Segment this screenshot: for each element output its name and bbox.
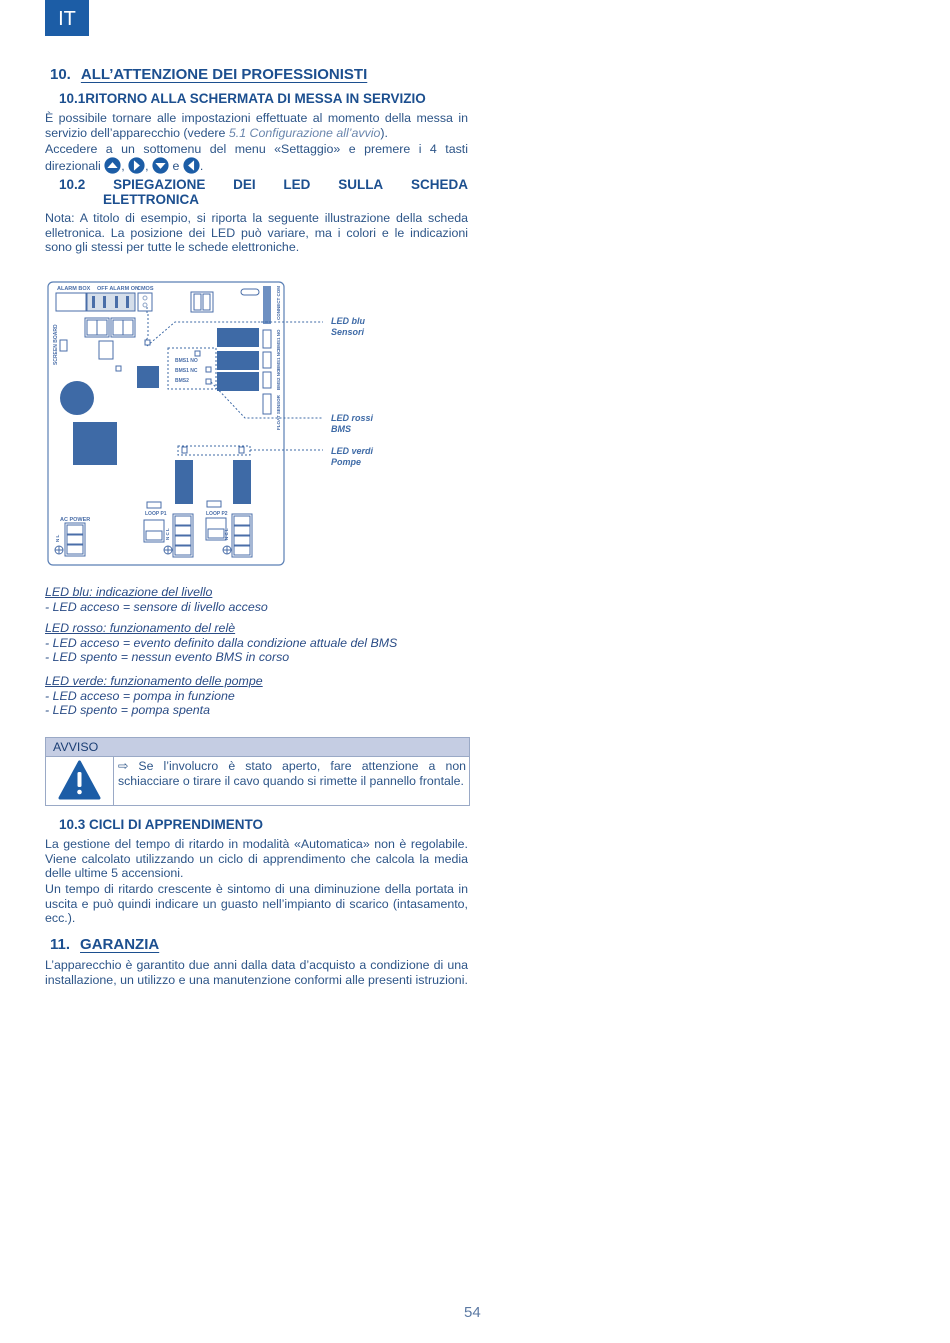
legend-green-line-2: - LED spento = pompa spenta xyxy=(45,703,210,717)
relay-2 xyxy=(217,351,259,370)
ac-nl-label: N L xyxy=(55,534,60,542)
led-green-label: LED verdi xyxy=(331,446,374,456)
led-blue-label: LED blu xyxy=(331,316,365,326)
s102-w3: LED xyxy=(283,177,311,192)
section-11-number: 11. xyxy=(50,936,71,953)
section-10-2-para: Nota: A titolo di esempio, si riporta la seguente illustrazione della scheda elletronica. La posizione dei LED può variare, ma i colori e le indicazioni sono gli stessi per tutte le schede elettroniche. xyxy=(45,211,468,255)
pump-relay-1 xyxy=(175,460,193,504)
relay-1 xyxy=(217,328,259,347)
config-reference: 5.1 Configurazione all’avvio xyxy=(228,125,381,140)
section-10-1-para-2 xyxy=(45,142,468,174)
loop-p1-label: LOOP P1 xyxy=(145,511,167,517)
screen-board-label: SCREEN BOARD xyxy=(53,324,59,365)
para-2-text: Accedere a un sottomenu del menu «Settaggio» e premere i 4 tasti direzionali xyxy=(45,142,468,173)
s102-w1: SPIEGAZIONE xyxy=(113,177,206,192)
legend-red-title: LED rosso: funzionamento del relè xyxy=(45,621,236,635)
legend-red-line-2: - LED spento = nessun evento BMS in corso xyxy=(45,650,290,664)
led-green-sublabel: Pompe xyxy=(331,457,362,467)
section-10-3-para-1: La gestione del tempo di ritardo in modalità «Automatica» non è regolabile. Viene calcolato utilizzando un ciclo di apprendimento che calcola la media delle ultime 5 accensioni. xyxy=(45,837,468,881)
legend-green-line-1: - LED acceso = pompa in funzione xyxy=(45,688,235,703)
bms1-nc-label: BMS1 NC xyxy=(175,368,198,374)
legend-blue-title: LED blu: indicazione del livello xyxy=(45,585,213,599)
led-red-label: LED rossi xyxy=(331,413,374,423)
section-11-para: L’apparecchio è garantito due anni dalla data d’acquisto a condizione di una installazione, un utilizzo e una manutenzione conformi alle presenti istruzioni. xyxy=(45,958,468,987)
p1-ncl-label: N C L xyxy=(165,528,170,540)
warning-title: AVVISO xyxy=(46,738,469,757)
section-11-heading xyxy=(50,936,159,953)
section-10-1-para-1 xyxy=(45,111,468,140)
section-10-3-title: 10.3 CICLI DI APPRENDIMENTO xyxy=(59,817,264,832)
para-1-text-a: È possibile tornare alle impostazioni effettuate al momento della messa in servizio dell’apparecchio (vedere xyxy=(45,111,468,140)
connect-com-label: CONNECT COM xyxy=(276,286,281,320)
buzzer xyxy=(60,381,94,415)
loop-p2-label: LOOP P2 xyxy=(206,511,228,517)
section-10-1-title: 10.1RITORNO ALLA SCHERMATA DI MESSA IN SERVIZIO xyxy=(59,91,426,106)
alarm-box-connector xyxy=(56,293,86,311)
pump-relay-2 xyxy=(233,460,251,504)
s102-w4: SULLA xyxy=(338,177,384,192)
section-10-title: ALL’ATTENZIONE DEI PROFESSIONISTI xyxy=(80,66,368,83)
section-10-3-para-2: Un tempo di ritardo crescente è sintomo di una diminuzione della portata in uscita e può quindi indicare un guasto nell’impianto di scarico (intasamento, ecc.). xyxy=(45,882,468,926)
para-2-end: . xyxy=(199,158,204,173)
legend-red-line-1: - LED acceso = evento definito dalla condizione attuale del BMS xyxy=(45,635,398,650)
bms1-no-label: BMS1 NO xyxy=(175,358,198,364)
legend-blue xyxy=(45,585,268,614)
section-10-2-heading xyxy=(59,177,468,207)
legend-blue-line-1: - LED acceso = sensore di livello acceso xyxy=(45,599,268,614)
relay-3 xyxy=(217,372,259,391)
led-red-sublabel: BMS xyxy=(331,424,351,434)
cmos-label: CMOS xyxy=(137,286,154,292)
bms2-label: BMS2 xyxy=(175,378,189,384)
arrow-up-icon xyxy=(104,157,121,174)
s102-num: 10.2 xyxy=(59,177,86,192)
sep-2: , xyxy=(145,158,149,173)
legend-green xyxy=(45,674,263,718)
arrow-left-icon xyxy=(183,157,200,174)
warning-text: ⇨ Se l’involucro è stato aperto, fare attenzione a non schiacciare o tirare il cavo quando si rimette il pannello frontale. xyxy=(118,759,466,788)
arrow-down-icon xyxy=(152,157,169,174)
s102-w2: DEI xyxy=(233,177,256,192)
page-number: 54 xyxy=(464,1304,481,1321)
section-11-title: GARANZIA xyxy=(80,936,160,953)
bms2-vertical: BMS2 NO xyxy=(276,369,281,390)
warning-box xyxy=(45,737,470,806)
legend-red xyxy=(45,621,397,665)
terminal-strip-top xyxy=(263,286,271,324)
warning-triangle-icon xyxy=(46,757,113,805)
warning-icon-cell xyxy=(46,757,114,805)
circuit-board-diagram xyxy=(45,280,390,570)
p2-ncl-label: N C L xyxy=(224,528,229,540)
section-10-number: 10. xyxy=(50,66,71,83)
off-alarm-on-label: OFF ALARM ON xyxy=(97,286,139,292)
s102-line2: ELETTRONICA xyxy=(103,192,199,207)
transformer xyxy=(73,422,117,465)
bms1-nc-vertical: BMS1 NC xyxy=(276,349,281,370)
arrow-right-icon xyxy=(128,157,145,174)
led-blue-sublabel: Sensori xyxy=(331,327,365,337)
bms1-no-vertical: BMS1 NO xyxy=(276,329,281,350)
legend-green-title: LED verde: funzionamento delle pompe xyxy=(45,674,263,688)
microcontroller-chip xyxy=(137,366,159,388)
ac-power-label: AC POWER xyxy=(60,517,91,523)
sep-3: e xyxy=(172,158,180,173)
s102-w5: SCHEDA xyxy=(410,177,468,192)
sep-1: , xyxy=(121,158,125,173)
alarm-box-label: ALARM BOX xyxy=(57,286,91,292)
float-sensor-vertical: FLOAT SENSOR xyxy=(276,395,281,430)
para-1-text-b: ). xyxy=(380,125,388,140)
section-10-heading xyxy=(50,66,367,83)
language-tab: IT xyxy=(45,0,89,36)
